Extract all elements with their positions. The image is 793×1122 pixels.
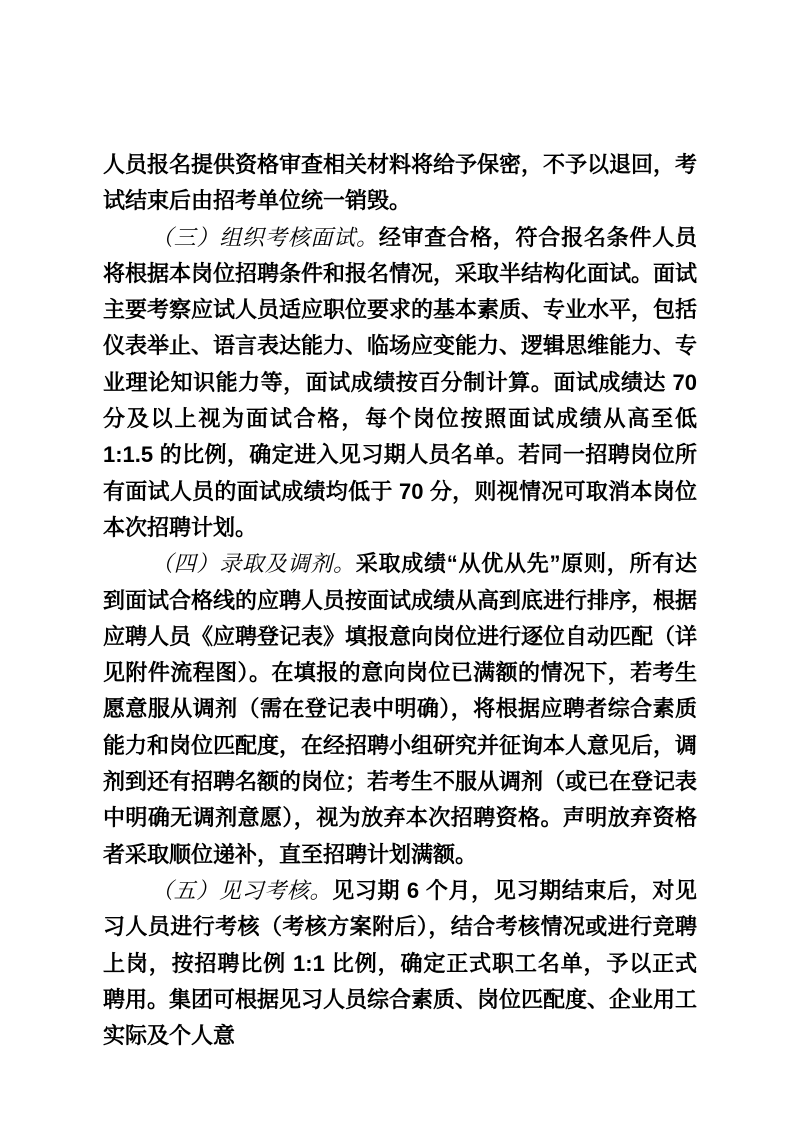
paragraph-heading: （三）组织考核面试。 (151, 224, 379, 250)
paragraph-text: 见习期 6 个月，见习期结束后，对见习人员进行考核（考核方案附后），结合考核情况或进行竞聘上岗，按招聘比例 1:1 比例，确定正式职工名单，予以正式聘用。集团可根据见习人员综合素质、岗位匹配度、企业用工实际及个人意 (103, 877, 698, 1049)
paragraph-item-4-admission (103, 546, 697, 873)
document-text-block (103, 147, 697, 1054)
paragraph-text: 经审查合格，符合报名条件人员将根据本岗位招聘条件和报名情况，采取半结构化面试。面试主要考察应试人员适应职位要求的基本素质、专业水平，包括仪表举止、语言表达能力、临场应变能力、逻辑思维能力、专业理论知识能力等，面试成绩按百分制计算。面试成绩达 70 分及以上视为面试合格，每个岗位按照面试成绩从高至低 1:1.5 的比例，确定进入见习期人员名单。若同一招聘岗位所有面试人员的面试成绩均低于 70 分，则视情况可取消本岗位本次招聘计划。 (103, 224, 698, 540)
paragraph-item-3-interview (103, 220, 697, 547)
paragraph-item-5-probation (103, 873, 697, 1054)
paragraph-heading: （五）见习考核。 (151, 877, 333, 903)
paragraph-continuation (103, 147, 697, 220)
paragraph-heading: （四）录取及调剂。 (151, 551, 356, 577)
paragraph-text: 采取成绩“从优从先”原则，所有达到面试合格线的应聘人员按面试成绩从高到底进行排序，根据应聘人员《应聘登记表》填报意向岗位进行逐位自动匹配（详见附件流程图）。在填报的意向岗位已满额的情况下，若考生愿意服从调剂（需在登记表中明确），将根据应聘者综合素质能力和岗位匹配度，在经招聘小组研究并征询本人意见后，调剂到还有招聘名额的岗位；若考生不服从调剂（或已在登记表中明确无调剂意愿），视为放弃本次招聘资格。声明放弃资格者采取顺位递补，直至招聘计划满额。 (103, 551, 698, 867)
paragraph-text: 人员报名提供资格审查相关材料将给予保密，不予以退回，考试结束后由招考单位统一销毁。 (103, 152, 698, 214)
